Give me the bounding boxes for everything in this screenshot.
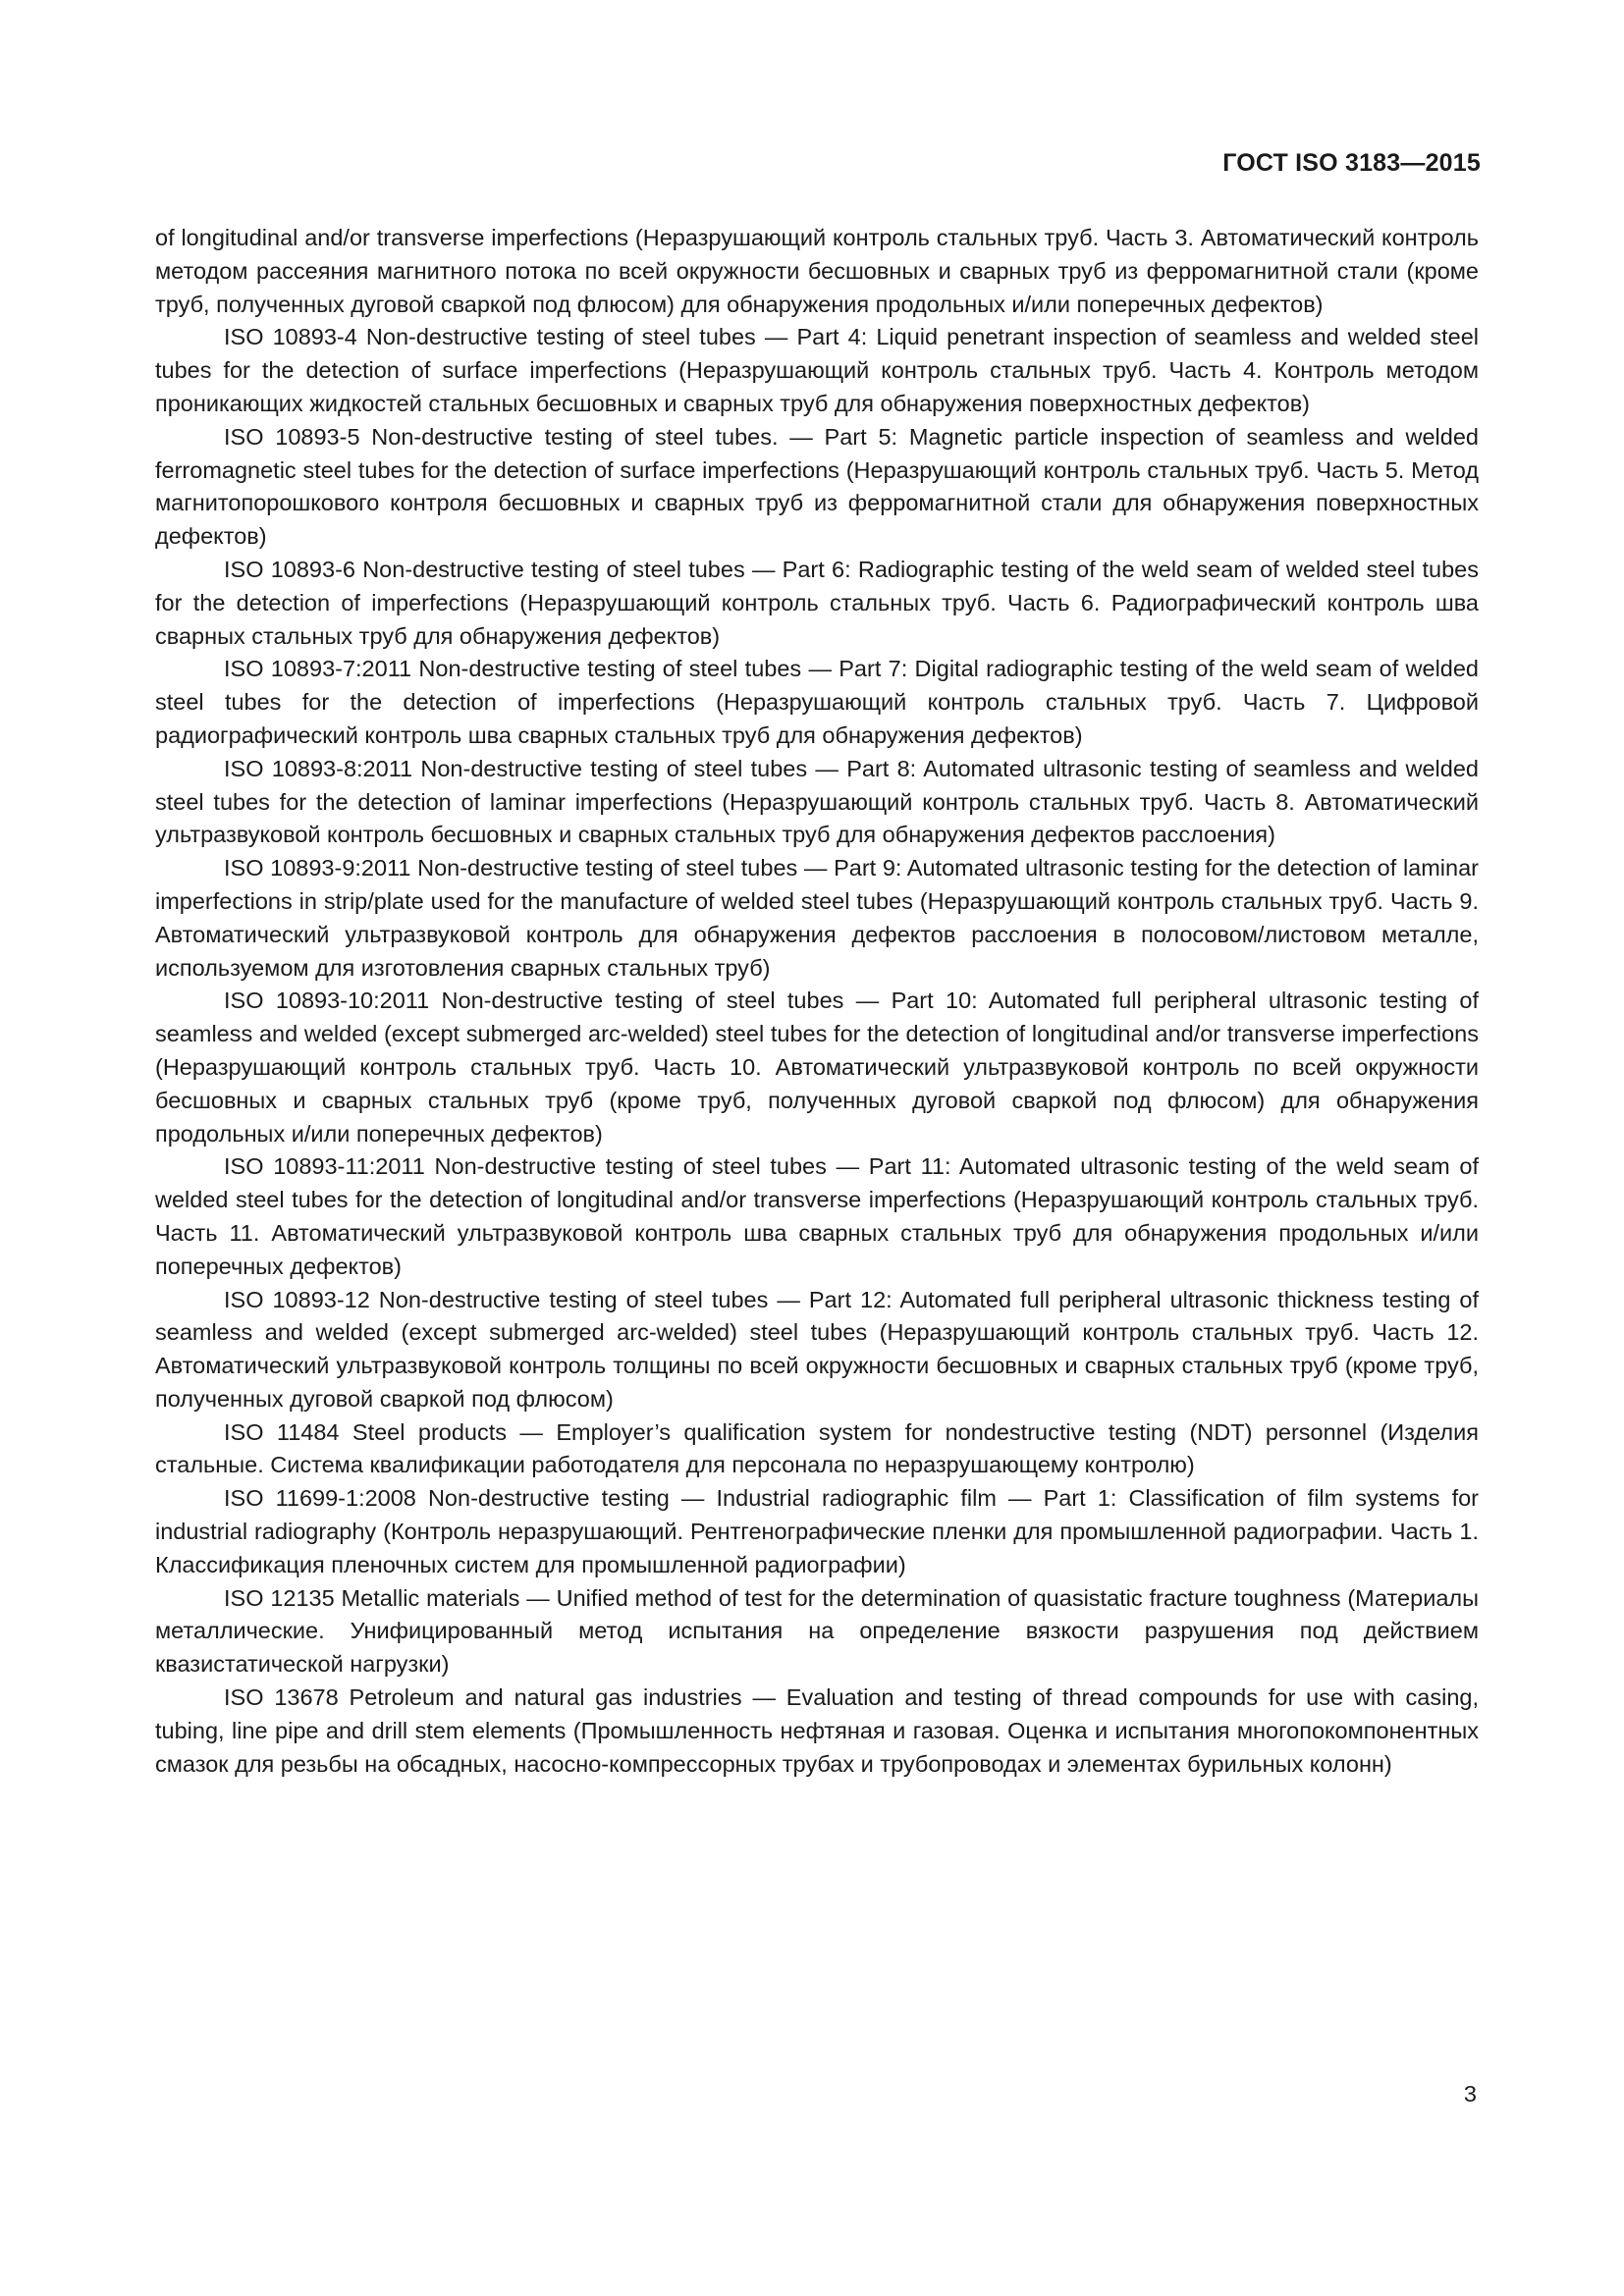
page-number: 3 [1463, 2081, 1477, 2107]
reference-item: ISO 10893-11:2011 Non-destructive testing of steel tubes — Part 11: Automated ultrasonic testing of the weld seam of welded steel tubes for the detection of longitudinal and/or transverse imperfections (Неразрушающий контроль стальных труб. Часть 11. Автоматический ультразвуковой контроль шва сварных стальных труб для обнаружения продольных и/или поперечных дефектов) [155, 1153, 1479, 1279]
reference-item: ISO 10893-8:2011 Non-destructive testing of steel tubes — Part 8: Automated ultrasonic testing of seamless and welded steel tubes for the detection of laminar imperfections (Неразрушающий контроль стальных труб. Часть 8. Автоматический ультразвуковой контроль бесшовных и сварных стальных труб для обнаружения дефектов расслоения) [155, 755, 1479, 848]
reference-item: ISO 10893-9:2011 Non-destructive testing of steel tubes — Part 9: Automated ultrasonic testing for the detection of laminar imperfections in strip/plate used for the manufacture of welded steel tubes (Неразрушающий контроль стальных труб. Часть 9. Автоматический ультразвуковой контроль для обнаружения дефектов расслоения в полосовом/листовом металле, используемом для изготовления сварных стальных труб) [155, 855, 1479, 981]
reference-item: ISO 11484 Steel products — Employer’s qualification system for nondestructive testing (NDT) personnel (Изделия стальные. Система квалификации работодателя для персонала по неразрушающему контролю) [155, 1418, 1479, 1478]
reference-item: ISO 13678 Petroleum and natural gas industries — Evaluation and testing of thread compounds for use with casing, tubing, line pipe and drill stem elements (Промышленность нефтяная и газовая. Оценка и испытания многопокомпонентных смазок для резьбы на обсадных, насосно-компрессорных трубах и трубопроводах и элементах бурильных колонн) [155, 1684, 1479, 1777]
reference-item: ISO 10893-10:2011 Non-destructive testing of steel tubes — Part 10: Automated full peripheral ultrasonic testing of seamless and welded (except submerged arc-welded) steel tubes for the detection of longitudinal and/or transverse imperfections (Неразрушающий контроль стальных труб. Часть 10. Автоматический ультразвуковой контроль по всей окружности бесшовных и сварных стальных труб (кроме труб, полученных дуговой сваркой под флюсом) для обнаружения продольных и/или поперечных дефектов) [155, 988, 1479, 1147]
reference-item: ISO 10893-5 Non-destructive testing of steel tubes. — Part 5: Magnetic particle inspection of seamless and welded ferromagnetic steel tubes for the detection of surface imperfections (Неразрушающий контроль стальных труб. Часть 5. Метод магнитопорошкового контроля бесшовных и сварных труб из ферромагнитной стали для обнаружения поверхностных дефектов) [155, 423, 1479, 550]
reference-continuation: of longitudinal and/or transverse imperfections (Неразрушающий контроль стальных труб. Часть 3. Автоматический контроль методом рассеяния магнитного потока по всей окружности бесшовных и сварных труб из ферромагнитной стали (кроме труб, полученных дуговой сваркой под флюсом) для обнаружения продольных и/или поперечных дефектов) [155, 225, 1479, 317]
reference-item: ISO 10893-4 Non-destructive testing of steel tubes — Part 4: Liquid penetrant inspection of seamless and welded steel tubes for the detection of surface imperfections (Неразрушающий контроль стальных труб. Часть 4. Контроль методом проникающих жидкостей стальных бесшовных и сварных труб для обнаружения поверхностных дефектов) [155, 324, 1479, 416]
document-code-header: ГОСТ ISO 3183—2015 [1222, 149, 1481, 177]
references-list [155, 222, 1479, 1781]
reference-item: ISO 10893-7:2011 Non-destructive testing of steel tubes — Part 7: Digital radiographic testing of the weld seam of welded steel tubes for the detection of imperfections (Неразрушающий контроль стальных труб. Часть 7. Цифровой радиографический контроль шва сварных стальных труб для обнаружения дефектов) [155, 656, 1479, 748]
reference-item: ISO 11699-1:2008 Non-destructive testing — Industrial radiographic film — Part 1: Classification of film systems for industrial radiography (Контроль неразрушающий. Рентгенографические пленки для промышленной радиографии. Часть 1. Классификация пленочных систем для промышленной радиографии) [155, 1485, 1479, 1577]
reference-item: ISO 12135 Metallic materials — Unified method of test for the determination of quasistatic fracture toughness (Материалы металлические. Унифицированный метод испытания на определение вязкости разрушения под действием квазистатической нагрузки) [155, 1584, 1479, 1678]
reference-item: ISO 10893-6 Non-destructive testing of steel tubes — Part 6: Radiographic testing of the weld seam of welded steel tubes for the detection of imperfections (Неразрушающий контроль стальных труб. Часть 6. Радиографический контроль шва сварных стальных труб для обнаружения дефектов) [155, 556, 1479, 649]
reference-item: ISO 10893-12 Non-destructive testing of steel tubes — Part 12: Automated full peripheral ultrasonic thickness testing of seamless and welded (except submerged arc-welded) steel tubes (Неразрушающий контроль стальных труб. Часть 12. Автоматический ультразвуковой контроль толщины по всей окружности бесшовных и сварных стальных труб (кроме труб, полученных дуговой сваркой под флюсом) [155, 1286, 1479, 1412]
